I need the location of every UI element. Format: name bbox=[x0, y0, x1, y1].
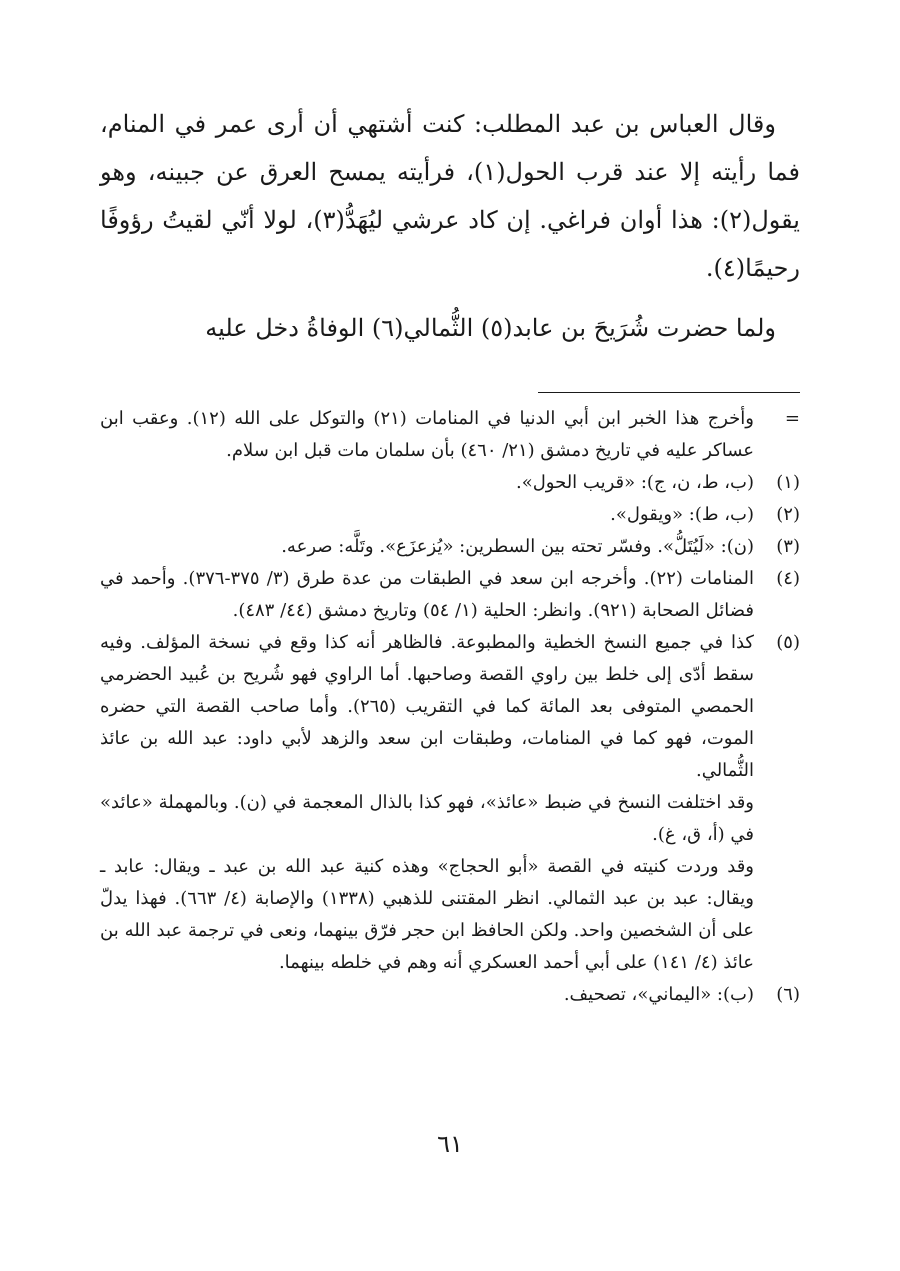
footnote-body bbox=[100, 467, 754, 499]
page-number: ٦١ bbox=[437, 1130, 463, 1158]
footnote-3 bbox=[100, 531, 800, 563]
footnote-text: المنامات (٢٢). وأخرجه ابن سعد في الطبقات من عدة طرق (٣/ ٣٧٥-٣٧٦). وأحمد في فضائل الصحابة (٩٢١). وانظر: الحلية (١/ ٥٤) وتاريخ دمشق (٤٤/ ٤٨٣). bbox=[100, 568, 754, 621]
footnote-body bbox=[100, 563, 754, 627]
main-text bbox=[100, 100, 800, 352]
footnote-marker: (٣) bbox=[776, 536, 800, 557]
footnote-text: (ب، ط، ن، ج): «قريب الحول». bbox=[515, 472, 754, 493]
footnote-1 bbox=[100, 467, 800, 499]
footnote-text: وأخرج هذا الخبر ابن أبي الدنيا في المنامات (٢١) والتوكل على الله (١٢). وعقب ابن عساكر عليه في تاريخ دمشق (٢١/ ٤٦٠) بأن سلمان مات قبل ابن سلام. bbox=[100, 408, 754, 461]
footnote-body bbox=[100, 627, 754, 979]
footnote-2 bbox=[100, 499, 800, 531]
main-paragraph-2: ولما حضرت شُرَيحَ بن عابد(٥) الثُّمالي(٦) الوفاةُ دخل عليه bbox=[205, 314, 776, 342]
footnote-marker: (٢) bbox=[776, 504, 800, 525]
footnote-4 bbox=[100, 563, 800, 627]
footnote-marker: (٦) bbox=[776, 984, 800, 1005]
footnote-marker: (٥) bbox=[776, 632, 800, 653]
main-paragraph-1: وقال العباس بن عبد المطلب: كنت أشتهي أن أرى عمر في المنام، فما رأيته إلا عند قرب الحول(١)، فرأيته يمسح العرق عن جبينه، وهو يقول(٢): هذا أوان فراغي. إن كاد عرشي ليُهَدُّ(٣)، لولا أنّي لقيتُ رؤوفًا رحيمًا(٤). bbox=[100, 110, 800, 282]
footnotes-list bbox=[100, 403, 800, 1011]
footnote-body bbox=[100, 979, 754, 1011]
footnote-5 bbox=[100, 627, 800, 979]
footnote-text: وقد وردت كنيته في القصة «أبو الحجاج» وهذه كنية عبد الله بن عبد ـ ويقال: عابد ـ ويقال: عبد بن عبد الثمالي. انظر المقتنى للذهبي (١٣٣٨) والإصابة (٤/ ٦٦٣). فهذا يدلّ على أن الشخصين واحد. ولكن الحافظ ابن حجر فرّق بينهما، ونعى في ترجمة عبد الله بن عائذ (٤/ ١٤١) على أبي أحمد العسكري أنه وهم في خلطه بينهما. bbox=[100, 856, 754, 973]
footnote-marker: = bbox=[784, 408, 800, 429]
page-content bbox=[100, 100, 800, 1011]
footnote-marker: (٤) bbox=[776, 568, 800, 589]
footnote-text: (ن): «لَيُتَلُّ». وفسّر تحته بين السطرين: «يُزعزَع». وتَلَّه: صرعه. bbox=[281, 536, 754, 557]
footnote-body bbox=[100, 403, 754, 467]
footnote-text: (ب، ط): «ويقول». bbox=[610, 504, 754, 525]
footnote-text: كذا في جميع النسخ الخطية والمطبوعة. فالظاهر أنه كذا وقع في نسخة المؤلف. وفيه سقط أدّى إلى خلط بين راوي القصة وصاحبها. أما الراوي فهو شُريح بن عُبيد الحضرمي الحمصي المتوفى بعد المائة كما في التقريب (٢٦٥). وأما صاحب القصة التي حضره الموت، فهو كما في المنامات، وطبقات ابن سعد والزهد لأبي داود: عبد الله بن عائذ الثُّمالي. bbox=[100, 632, 754, 781]
footnote-separator bbox=[538, 392, 800, 393]
footnote-continuation bbox=[100, 403, 800, 467]
footnote-6 bbox=[100, 979, 800, 1011]
footnote-text: وقد اختلفت النسخ في ضبط «عائذ»، فهو كذا بالذال المعجمة في (ن). وبالمهملة «عائد» في (أ، ق، غ). bbox=[100, 792, 754, 845]
footnote-body bbox=[100, 499, 754, 531]
footnote-body bbox=[100, 531, 754, 563]
footnote-text: (ب): «اليماني»، تصحيف. bbox=[563, 984, 754, 1005]
footnote-marker: (١) bbox=[776, 472, 800, 493]
